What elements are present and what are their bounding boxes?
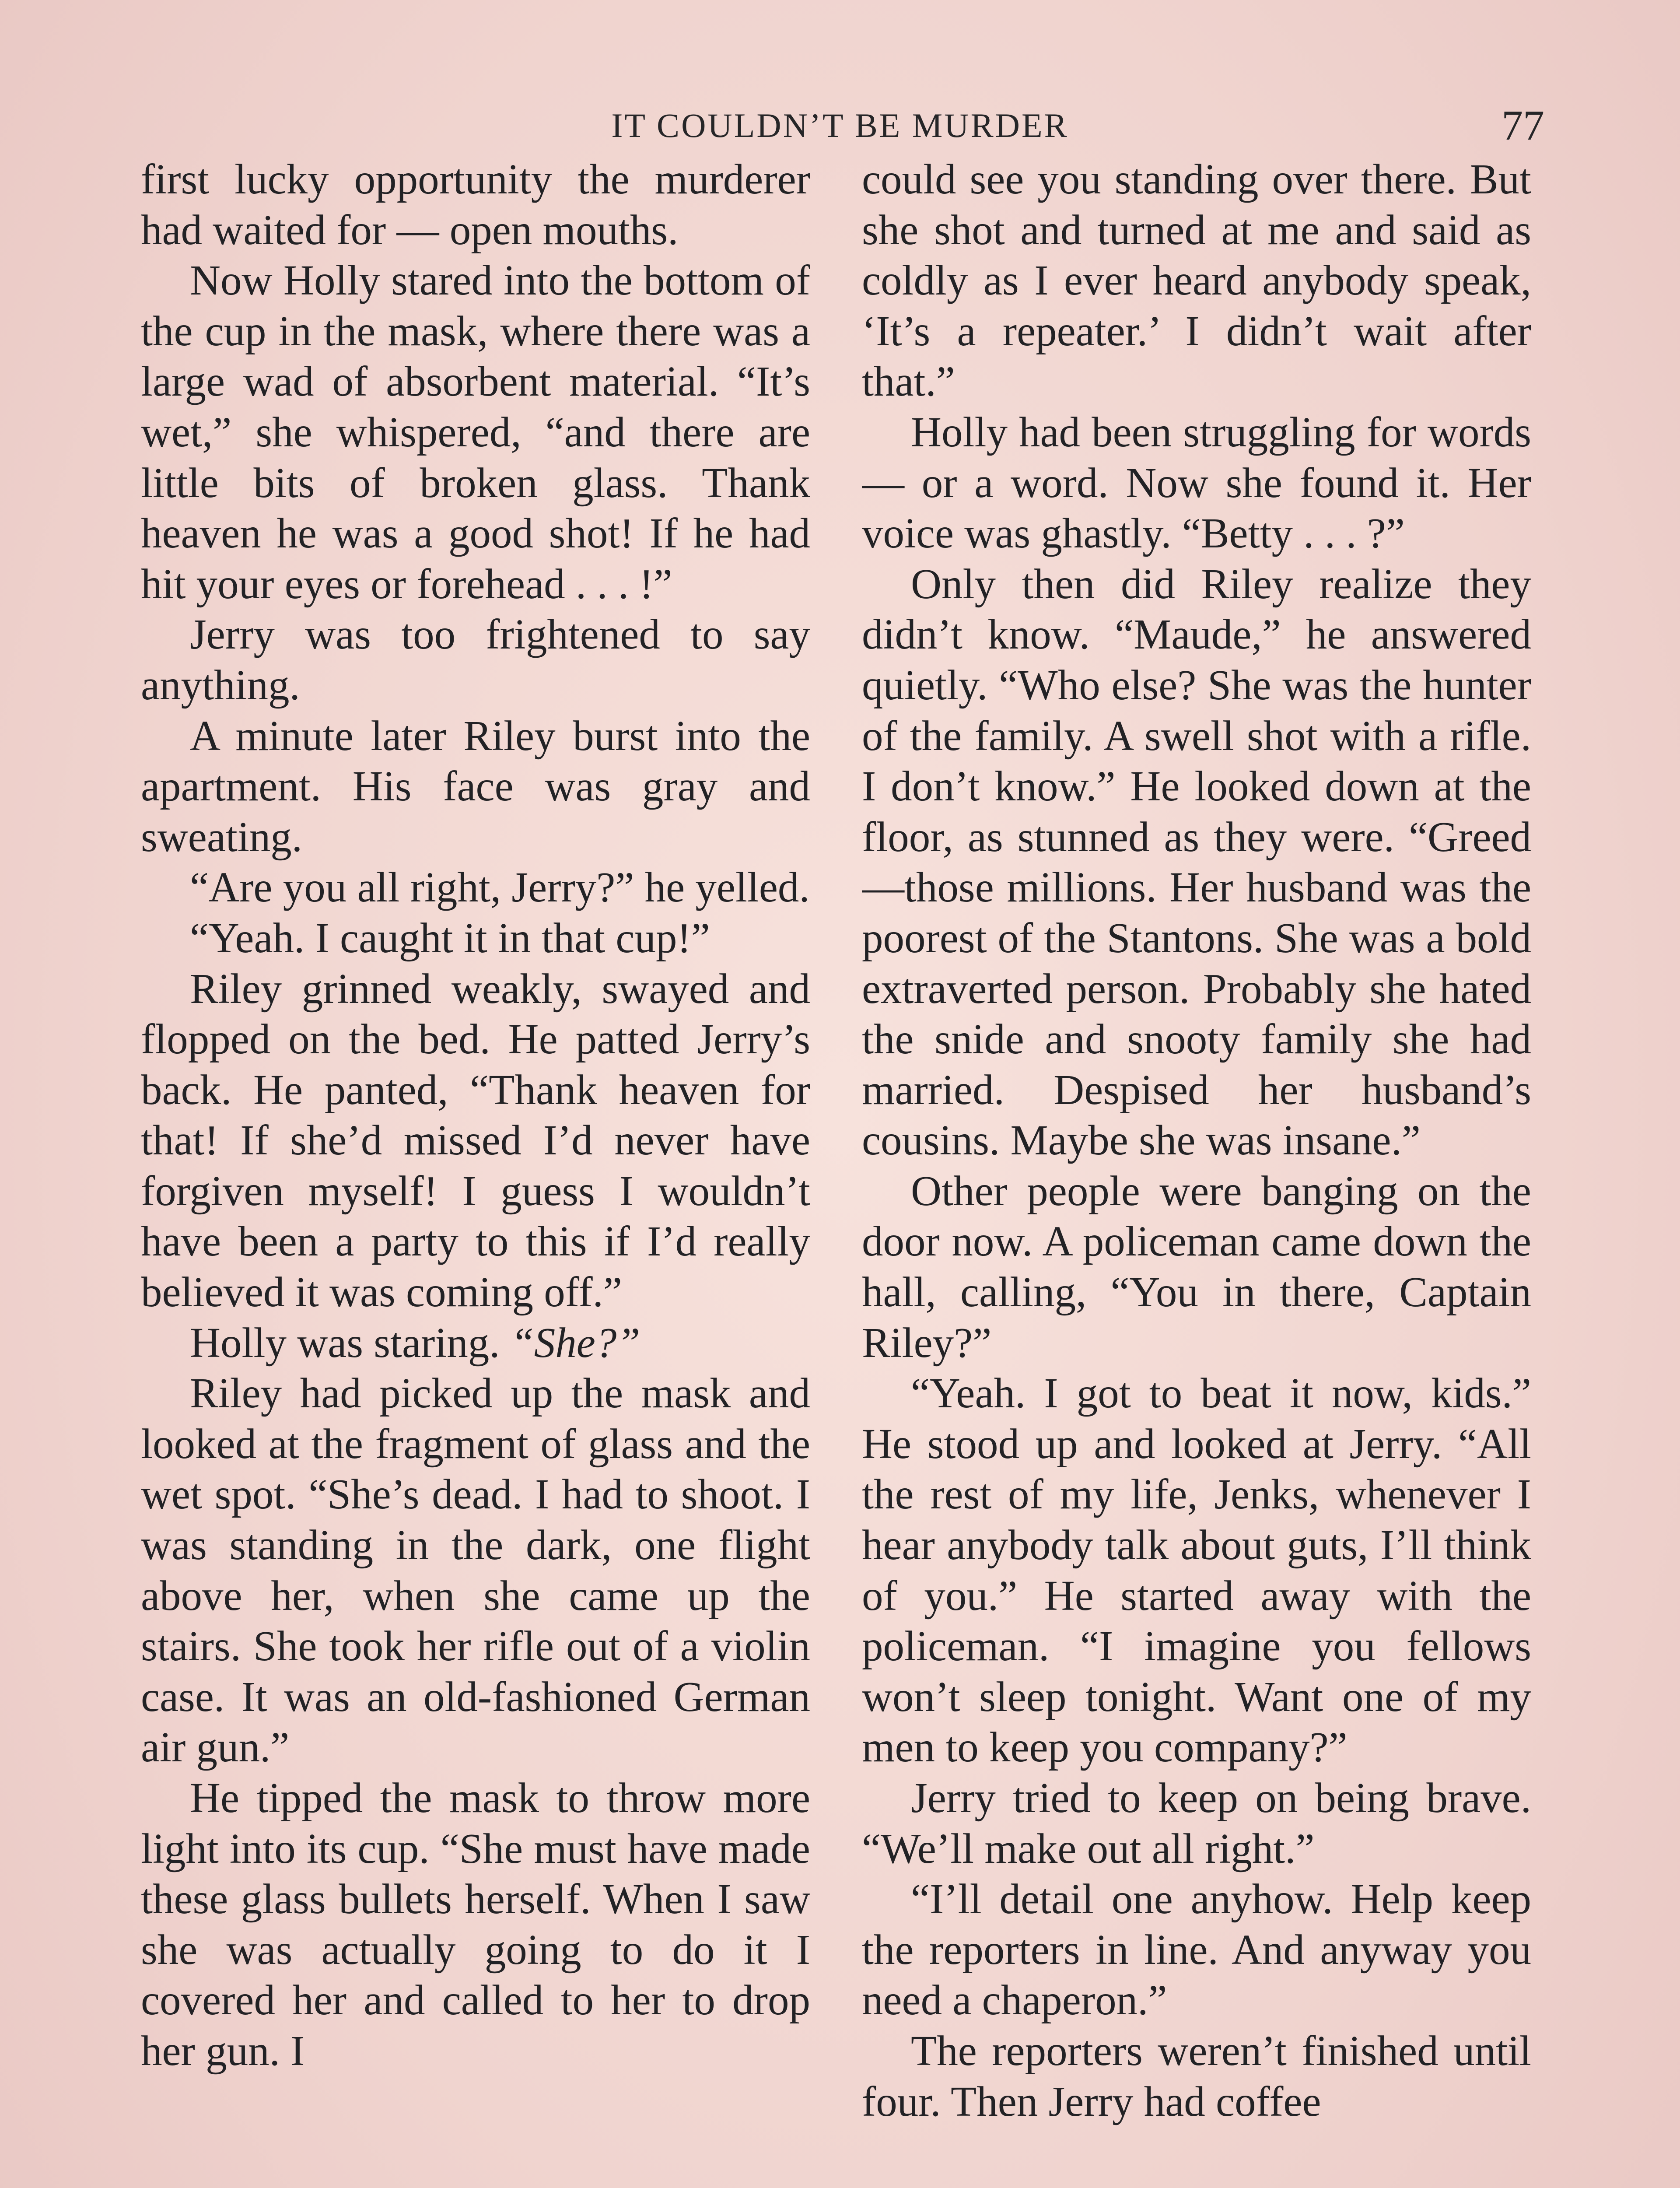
paragraph: could see you standing over there. But she shot and turned at me and said as coldly as I ever heard anybody speak, ‘It’s a repeater.’ I didn’t wait after that.” [862,156,1531,405]
right-text-column [862,154,1531,2188]
running-title: IT COULDN’T BE MURDER [611,106,1069,144]
paragraph: The reporters weren’t finished until four. Then Jerry had coffee [862,2027,1531,2125]
paragraph: Jerry was too frightened to say anything. [141,611,810,708]
page-number: 77 [1502,102,1544,149]
page-header [0,102,1680,150]
paragraph: “Yeah. I caught it in that cup!” [190,914,710,961]
paragraph: Riley had picked up the mask and looked at the fragment of glass and the wet spot. “She’s dead. I had to shoot. I was standing in the dark, one flight above her, when she came up the stairs. She took her rifle out of a violin case. It was an old-fashioned German air gun.” [141,1370,810,1771]
paragraph: A minute later Riley burst into the apartment. His face was gray and sweating. [141,712,810,860]
paragraph: Other people were banging on the door now. A policeman came down the hall, calling, “You in there, Captain Riley?” [862,1167,1531,1366]
paragraph: first lucky opportunity the murderer had waited for — open mouths. [141,156,810,253]
paragraph: Holly was staring. “She?” [190,1319,640,1366]
paragraph: “Yeah. I got to beat it now, kids.” He stood up and looked at Jerry. “All the rest of my life, Jenks, whenever I hear anybody talk about guts, I’ll think of you.” He started away with the policeman. “I imagine you fellows won’t sleep tonight. Want one of my men to keep you company?” [862,1370,1531,1771]
paragraph: “I’ll detail one anyhow. Help keep the reporters in line. And anyway you need a chaperon.” [862,1876,1531,2024]
paragraph: Holly had been struggling for words — or a word. Now she found it. Her voice was ghastly. “Betty . . . ?” [862,408,1531,557]
paragraph: Only then did Riley realize they didn’t know. “Maude,” he answered quietly. “Who else? She was the hunter of the family. A swell shot with a rifle. I don’t know.” He looked down at the floor, as stunned as they were. “Greed—those millions. Her husband was the poorest of the Stantons. She was a bold extraverted person. Probably she hated the snide and snooty family she had married. Despised her husband’s cousins. Maybe she was insane.” [862,560,1531,1164]
paragraph: Now Holly stared into the bottom of the cup in the mask, where there was a large wad of absorbent material. “It’s wet,” she whispered, “and there are little bits of broken glass. Thank heaven he was a good shot! If he had hit your eyes or forehead . . . !” [141,257,810,607]
paragraph: He tipped the mask to throw more light into its cup. “She must have made these glass bullets herself. When I saw she was actually going to do it I covered her and called to her to drop her gun. I [141,1774,810,2074]
paragraph: Riley grinned weakly, swayed and flopped on the bed. He patted Jerry’s back. He panted, “Thank heaven for that! If she’d missed I’d never have forgiven myself! I guess I wouldn’t have been a party to this if I’d really believed it was coming off.” [141,965,810,1316]
left-text-column [141,154,810,2188]
paragraph: Jerry tried to keep on being brave. “We’ll make out all right.” [862,1774,1531,1872]
paragraph: “Are you all right, Jerry?” he yelled. [190,864,810,911]
